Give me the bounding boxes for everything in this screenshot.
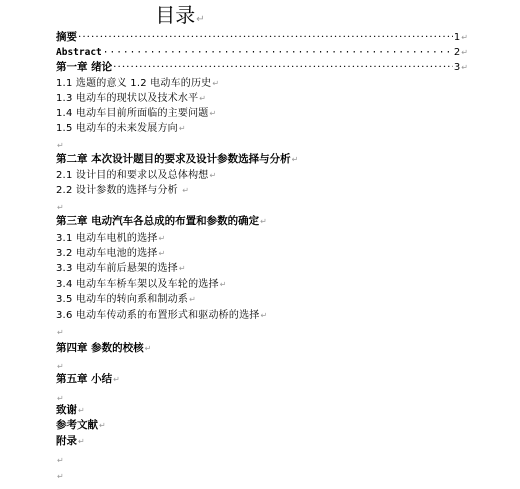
toc-subsection[interactable]: 3.5 电动车的转向系和制动系↵ — [56, 294, 196, 305]
toc-page-number: 1 — [453, 32, 461, 43]
toc-chapter-heading[interactable]: 第五章 小结↵ — [56, 373, 120, 385]
paragraph-mark-icon: ↵ — [57, 328, 64, 337]
toc-subsection[interactable]: 3.3 电动车前后悬架的选择↵ — [56, 263, 186, 274]
toc-subsection[interactable]: 1.1 选题的意义 1.2 电动车的历史↵ — [56, 78, 220, 89]
toc-entry-chapter1[interactable] — [56, 60, 468, 75]
page-title — [0, 3, 360, 32]
toc-page-number: 3 — [453, 62, 461, 73]
paragraph-mark-icon: ↵ — [199, 94, 207, 103]
toc-page-number: 2 — [453, 47, 461, 58]
paragraph-mark-icon: ↵ — [57, 456, 64, 465]
paragraph-mark-icon: ↵ — [158, 249, 166, 258]
toc-back-matter-appendix[interactable]: 附录↵ — [56, 435, 85, 447]
toc-chapter-heading[interactable]: 第三章 电动汽车各总成的布置和参数的确定↵ — [56, 215, 267, 227]
paragraph-mark-icon: ↵ — [178, 124, 186, 133]
paragraph-mark-icon: ↵ — [260, 217, 267, 226]
toc-back-matter-acknowledgement[interactable]: 致谢↵ — [56, 404, 85, 416]
dot-leader — [78, 30, 453, 45]
toc-back-matter-references[interactable]: 参考文献↵ — [56, 419, 106, 431]
toc-subsection[interactable]: 3.2 电动车电池的选择↵ — [56, 248, 166, 259]
paragraph-mark-icon: ↵ — [291, 155, 299, 164]
paragraph-mark-icon: ↵ — [144, 344, 152, 353]
toc-entry-abstract-en[interactable] — [56, 45, 468, 60]
paragraph-mark-icon: ↵ — [189, 295, 196, 304]
paragraph-mark-icon: ↵ — [57, 472, 64, 481]
toc-entry-label: Abstract — [56, 47, 102, 58]
toc-subsection[interactable]: 3.6 电动车传动系的布置形式和驱动桥的选择↵ — [56, 310, 268, 321]
dot-leader — [103, 45, 453, 60]
paragraph-mark-icon: ↵ — [196, 14, 205, 25]
paragraph-mark-icon: ↵ — [178, 264, 186, 273]
paragraph-mark-icon: ↵ — [57, 203, 64, 212]
toc-subsection[interactable]: 2.1 设计目的和要求以及总体构想↵ — [56, 170, 217, 181]
empty-paragraph — [56, 468, 64, 480]
toc-subsection[interactable]: 1.5 电动车的未来发展方向↵ — [56, 123, 186, 134]
paragraph-mark-icon: ↵ — [461, 63, 468, 72]
empty-paragraph — [56, 358, 64, 370]
paragraph-mark-icon: ↵ — [57, 141, 64, 150]
paragraph-mark-icon: ↵ — [78, 437, 85, 446]
toc-entry-abstract-cn[interactable] — [56, 30, 468, 45]
toc-subsection[interactable]: 1.3 电动车的现状以及技术水平↵ — [56, 93, 207, 104]
paragraph-mark-icon: ↵ — [113, 375, 120, 384]
empty-paragraph — [56, 324, 64, 336]
toc-entry-label: 摘要 — [56, 31, 77, 43]
dot-leader — [113, 60, 453, 75]
toc-entry-label: 第一章 绪论 — [56, 61, 113, 73]
toc-subsection[interactable]: 3.1 电动车电机的选择↵ — [56, 233, 166, 244]
empty-paragraph — [56, 137, 64, 149]
toc-subsection[interactable]: 1.4 电动车目前所面临的主要问题↵ — [56, 108, 217, 119]
paragraph-mark-icon: ↵ — [209, 109, 217, 118]
paragraph-mark-icon: ↵ — [209, 171, 217, 180]
title-text: 目录 — [155, 3, 196, 27]
empty-paragraph — [56, 452, 64, 464]
paragraph-mark-icon: ↵ — [219, 280, 227, 289]
paragraph-mark-icon: ↵ — [260, 311, 268, 320]
toc-chapter-heading[interactable]: 第四章 参数的校核↵ — [56, 342, 152, 354]
toc-chapter-heading[interactable]: 第二章 本次设计题目的要求及设计参数选择与分析↵ — [56, 153, 299, 165]
toc-subsection[interactable]: 2.2 设计参数的选择与分析 ↵ — [56, 185, 190, 196]
empty-paragraph — [56, 390, 64, 402]
paragraph-mark-icon: ↵ — [158, 234, 166, 243]
paragraph-mark-icon: ↵ — [461, 48, 468, 57]
paragraph-mark-icon: ↵ — [212, 79, 220, 88]
paragraph-mark-icon: ↵ — [57, 362, 64, 371]
paragraph-mark-icon: ↵ — [461, 33, 468, 42]
paragraph-mark-icon: ↵ — [57, 394, 64, 403]
empty-paragraph — [56, 199, 64, 211]
paragraph-mark-icon: ↵ — [182, 186, 190, 195]
paragraph-mark-icon: ↵ — [78, 406, 85, 415]
toc-subsection[interactable]: 3.4 电动车车桥车架以及车轮的选择↵ — [56, 279, 227, 290]
paragraph-mark-icon: ↵ — [99, 421, 106, 430]
